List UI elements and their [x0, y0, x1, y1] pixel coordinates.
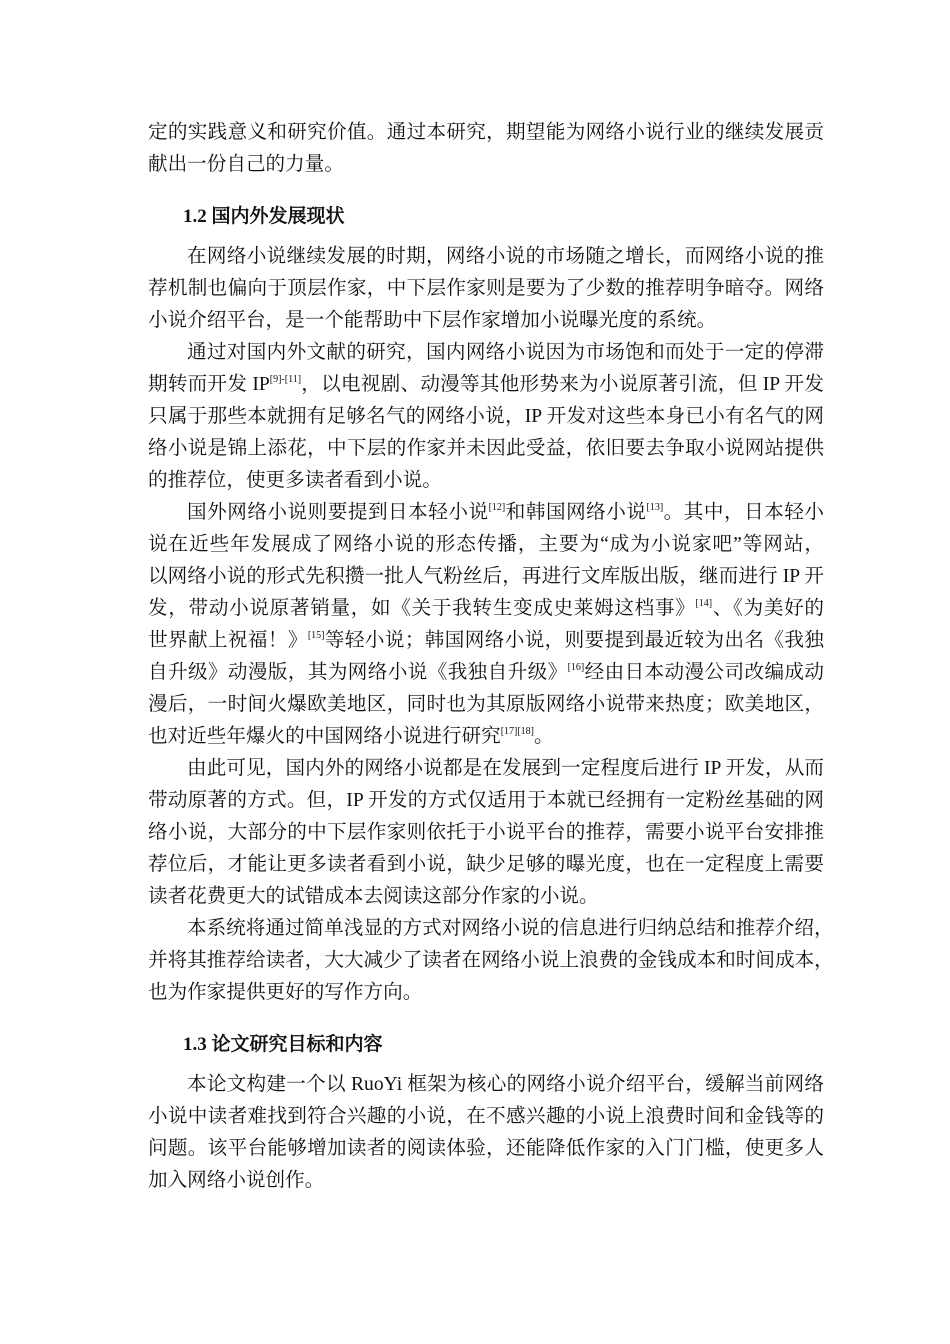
text-run: ，以电视剧、动漫等其他形势来为小说原著引流，但 IP 开发 — [301, 374, 824, 395]
text-run: 。其中，日本轻小 — [663, 502, 825, 523]
text-line — [148, 149, 824, 181]
text-run: 国外网络小说则要提到日本轻小说 — [187, 502, 489, 523]
text-run: 加入网络小说创作。 — [148, 1170, 325, 1191]
paragraph — [148, 1069, 824, 1197]
text-run: 也对近些年爆火的中国网络小说进行研究 — [148, 726, 501, 747]
text-run: 献出一份自己的力量。 — [148, 154, 344, 175]
text-run: 荐机制也偏向于顶层作家，中下层作家则是要为了少数的推荐明争暗夺。网络 — [148, 278, 824, 299]
section-heading: 1.2 国内外发展现状 — [183, 206, 345, 227]
text-line — [148, 1101, 824, 1133]
text-line — [148, 1133, 824, 1165]
text-line — [148, 945, 834, 977]
paragraph — [148, 241, 824, 337]
text-run: 读者花费更大的试错成本去阅读这部分作家的小说。 — [148, 886, 599, 907]
text-run: 带动原著的方式。但，IP 开发的方式仅适用于本就已经拥有一定粉丝基础的网 — [148, 790, 824, 811]
text-line — [148, 529, 824, 561]
citation-ref: [16] — [567, 662, 585, 673]
citation-ref: [17][18] — [500, 726, 535, 737]
text-run: 络小说，大部分的中下层作家则依托于小说平台的推荐，需要小说平台安排推 — [148, 822, 824, 843]
citation-ref: [15] — [307, 630, 325, 641]
text-line — [148, 305, 824, 337]
section-heading: 1.3 论文研究目标和内容 — [183, 1034, 383, 1055]
text-line — [148, 273, 824, 305]
text-line — [148, 433, 824, 465]
text-line — [148, 881, 824, 913]
text-run: 期转而开发 IP — [148, 374, 270, 395]
paragraph — [148, 913, 834, 1009]
text-line — [148, 369, 824, 401]
text-line — [148, 721, 824, 753]
citation-ref: [12] — [488, 502, 506, 513]
text-run: 络小说是锦上添花，中下层的作家并未因此受益，依旧要去争取小说网站提供 — [148, 438, 824, 459]
text-run: 并将其推荐给读者，大大减少了读者在网络小说上浪费的金钱成本和时间成本， — [148, 950, 834, 971]
text-line — [148, 561, 824, 593]
text-run: 的推荐位，使更多读者看到小说。 — [148, 470, 442, 491]
text-run: 经由日本动漫公司改编成动 — [584, 662, 825, 683]
citation-ref: [13] — [646, 502, 664, 513]
text-run: 荐位后，才能让更多读者看到小说，缺少足够的曝光度，也在一定程度上需要 — [148, 854, 824, 875]
text-run: 等轻小说；韩国网络小说，则要提到最近较为出名《我独 — [324, 630, 825, 651]
text-line — [148, 657, 824, 689]
text-run: 世界献上祝福！》 — [148, 630, 308, 651]
text-run: 本论文构建一个以 RuoYi 框架为核心的网络小说介绍平台，缓解当前网络 — [187, 1074, 824, 1095]
text-line — [148, 689, 824, 721]
paragraph — [148, 753, 824, 913]
text-line — [148, 117, 824, 149]
text-run: 在网络小说继续发展的时期，网络小说的市场随之增长，而网络小说的推 — [187, 246, 824, 267]
text-line — [148, 625, 824, 657]
text-run: 通过对国内外文献的研究，国内网络小说因为市场饱和而处于一定的停滞 — [187, 342, 824, 363]
text-line — [148, 1165, 824, 1197]
citation-ref: [14] — [695, 598, 713, 609]
text-line — [148, 753, 824, 785]
paragraph — [148, 497, 824, 753]
text-run: 本系统将通过简单浅显的方式对网络小说的信息进行归纳总结和推荐介绍， — [187, 918, 834, 939]
text-line — [148, 465, 824, 497]
text-run: 问题。该平台能够增加读者的阅读体验，还能降低作家的入门门槛，使更多人 — [148, 1138, 824, 1159]
text-run: 说在近些年发展成了网络小说的形态传播，主要为“成为小说家吧”等网站， — [148, 534, 824, 555]
text-run: 以网络小说的形式先积攒一批人气粉丝后，再进行文库版出版，继而进行 IP 开 — [148, 566, 824, 587]
text-line — [148, 401, 824, 433]
text-run: 。 — [534, 726, 554, 747]
text-run: 发，带动小说原著销量，如《关于我转生变成史莱姆这档事》 — [148, 598, 696, 619]
text-run: 只属于那些本就拥有足够名气的网络小说，IP 开发对这些本身已小有名气的网 — [148, 406, 824, 427]
text-line — [148, 497, 824, 529]
text-run: 由此可见，国内外的网络小说都是在发展到一定程度后进行 IP 开发，从而 — [187, 758, 824, 779]
document-page — [148, 117, 834, 1197]
text-run: 小说中读者难找到符合兴趣的小说，在不感兴趣的小说上浪费时间和金钱等的 — [148, 1106, 824, 1127]
text-run: 漫后，一时间火爆欧美地区，同时也为其原版网络小说带来热度；欧美地区， — [148, 694, 824, 715]
text-run: 自升级》动漫版，其为网络小说《我独自升级》 — [148, 662, 568, 683]
paragraph — [148, 117, 824, 181]
text-line — [148, 241, 824, 273]
text-line — [148, 1069, 824, 1101]
text-line — [148, 913, 834, 945]
text-line — [148, 337, 824, 369]
paragraph — [148, 337, 824, 497]
text-run: 定的实践意义和研究价值。通过本研究，期望能为网络小说行业的继续发展贡 — [148, 122, 824, 143]
text-line — [148, 785, 824, 817]
text-line — [148, 849, 824, 881]
text-line — [148, 593, 824, 625]
text-line — [148, 977, 824, 1009]
text-run: 、《为美好的 — [712, 598, 824, 619]
text-run: 也为作家提供更好的写作方向。 — [148, 982, 423, 1003]
text-line — [148, 817, 824, 849]
citation-ref: [9]-[11] — [269, 374, 302, 385]
text-run: 和韩国网络小说 — [505, 502, 647, 523]
text-run: 小说介绍平台，是一个能帮助中下层作家增加小说曝光度的系统。 — [148, 310, 717, 331]
